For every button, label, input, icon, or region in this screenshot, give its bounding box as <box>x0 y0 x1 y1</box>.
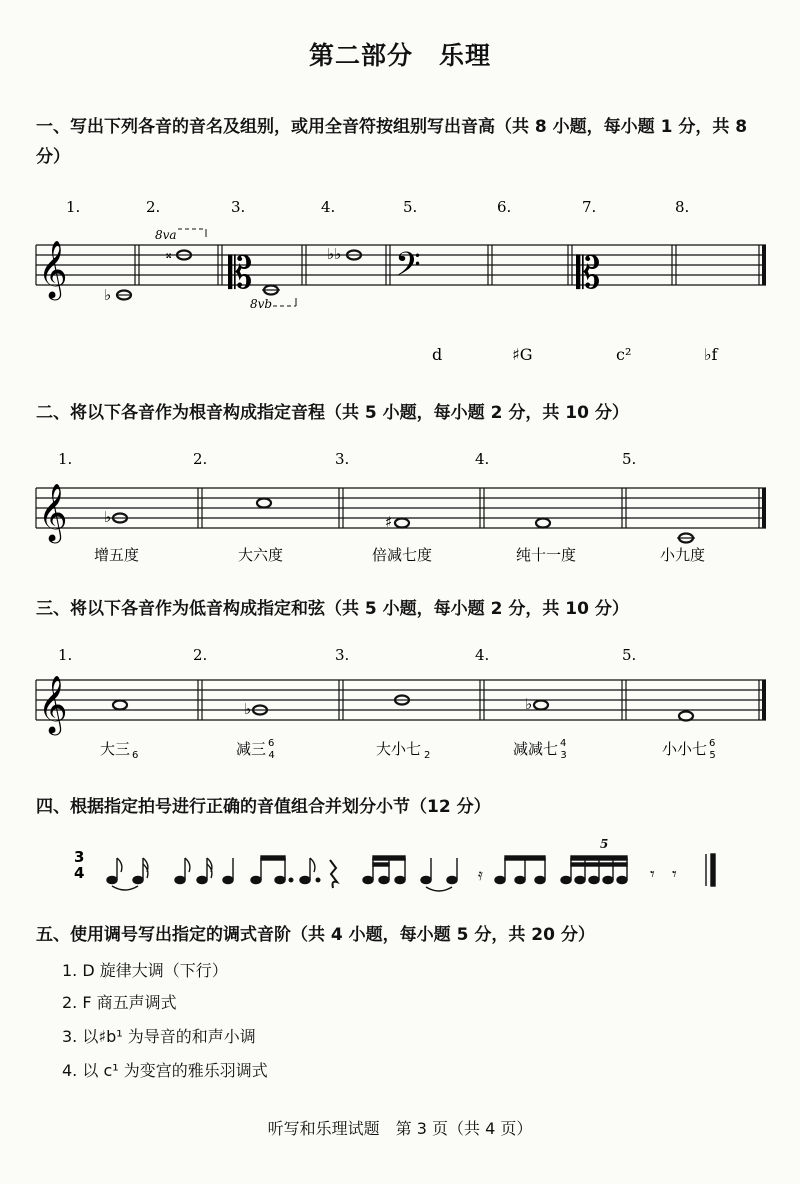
bass-clef-icon: 𝄢 <box>395 246 421 292</box>
svg-text:𝄿: 𝄿 <box>478 865 483 884</box>
page-footer: 听写和乐理试题 第 3 页（共 4 页） <box>267 1119 533 1138</box>
svg-text:♯: ♯ <box>385 513 393 531</box>
q3-label-2: 减三 $^6$ 4 <box>236 738 275 761</box>
q1-number-4: 4. <box>321 198 336 216</box>
svg-text:♭: ♭ <box>525 695 533 713</box>
q1-number-8: 8. <box>675 198 690 216</box>
q4-rhythm <box>0 830 800 910</box>
q2-note-2 <box>257 499 271 508</box>
svg-text:♭: ♭ <box>244 700 252 718</box>
q1-number-2: 2. <box>146 198 161 216</box>
q2-label-2: 大六度 <box>238 546 284 564</box>
q3-label-1: 大三 $_6$ <box>100 740 139 761</box>
q2-label-3: 倍减七度 <box>372 546 433 564</box>
q1-note-3 <box>250 286 296 312</box>
q3-note-5 <box>679 712 693 721</box>
alto-clef-icon: 𝄡 <box>228 248 253 299</box>
q1-number-1: 1. <box>66 198 81 216</box>
q3-number-4: 4. <box>475 646 490 664</box>
q1-note-1 <box>104 286 132 304</box>
q1-answers <box>0 338 800 368</box>
time-signature <box>74 848 84 882</box>
q2-label-4: 纯十一度 <box>516 546 577 564</box>
q3-staff <box>0 636 800 786</box>
treble-clef-icon: 𝄞 <box>38 483 68 541</box>
q1-number-6: 6. <box>497 198 512 216</box>
q5-item-2: 2. F 商五声调式 <box>62 993 177 1012</box>
svg-text:♭: ♭ <box>104 508 112 526</box>
q1-prompt-line2: 分） <box>36 147 70 167</box>
q1-note-4 <box>327 245 361 263</box>
q5-item-3: 3. 以♯b¹ 为导音的和声小调 <box>62 1027 256 1046</box>
svg-text:4: 4 <box>74 864 85 882</box>
q2-note-1 <box>104 508 127 526</box>
q1-staff <box>0 0 800 340</box>
treble-clef-icon: 𝄞 <box>38 675 68 733</box>
page-title: 第二部分 乐理 <box>308 41 491 70</box>
q2-prompt: 二、将以下各音作为根音构成指定音程（共 5 小题，每小题 2 分，共 10 分） <box>36 403 629 423</box>
q1-answer-5: d <box>432 345 443 364</box>
q3-number-1: 1. <box>58 646 73 664</box>
svg-text:♭♭: ♭♭ <box>327 245 342 263</box>
q2-number-3: 3. <box>335 450 350 468</box>
q2-number-1: 1. <box>58 450 73 468</box>
q3-label-4: 减减七 $^4$ 3 <box>513 738 567 761</box>
q3-label-5: 小小七 $^6$ 5 <box>662 738 716 761</box>
q2-note-5 <box>677 534 695 543</box>
q2-number-5: 5. <box>622 450 637 468</box>
treble-clef-icon: 𝄞 <box>38 240 68 298</box>
q5-prompt: 五、使用调号写出指定的调式音阶（共 4 小题，每小题 5 分，共 20 分） <box>36 925 595 945</box>
q3-number-3: 3. <box>335 646 350 664</box>
q3-number-5: 5. <box>622 646 637 664</box>
q1-answer-6: ♯G <box>512 345 533 364</box>
q2-number-2: 2. <box>193 450 208 468</box>
q2-staff <box>0 440 800 580</box>
q3-prompt: 三、将以下各音作为低音构成指定和弦（共 5 小题，每小题 2 分，共 10 分） <box>36 599 629 619</box>
q2-number-4: 4. <box>475 450 490 468</box>
svg-text:3: 3 <box>74 848 85 866</box>
svg-text:8va: 8va <box>155 228 177 242</box>
svg-text:𝄾: 𝄾 <box>672 864 677 885</box>
q5-item-1: 1. D 旋律大调（下行） <box>62 961 228 980</box>
q1-number-7: 7. <box>582 198 597 216</box>
q4-prompt: 四、根据指定拍号进行正确的音值组合并划分小节（12 分） <box>36 797 491 817</box>
svg-text:𝄾: 𝄾 <box>650 864 655 885</box>
q2-label-5: 小九度 <box>660 546 706 564</box>
q3-label-3: 大小七 $_2$ <box>376 740 431 761</box>
tuplet-number: 5 <box>600 837 609 851</box>
q2-note-4 <box>536 519 550 528</box>
q3-note-2 <box>244 700 267 718</box>
q1-answer-7: c² <box>616 345 632 364</box>
svg-text:𝄪: 𝄪 <box>166 247 172 261</box>
q3-note-1 <box>113 701 127 710</box>
svg-text:8vb: 8vb <box>250 297 273 311</box>
tenor-clef-icon: 𝄡 <box>576 248 601 299</box>
q1-number-3: 3. <box>231 198 246 216</box>
q3-number-2: 2. <box>193 646 208 664</box>
q5-item-4: 4. 以 c¹ 为变宫的雅乐羽调式 <box>62 1061 268 1080</box>
q2-label-1: 增五度 <box>94 546 140 564</box>
q1-answer-8: ♭f <box>704 345 718 364</box>
q1-number-5: 5. <box>403 198 418 216</box>
q1-prompt-line1: 一、写出下列各音的音名及组别，或用全音符按组别写出音高（共 8 小题，每小题 1 分，共 8 <box>36 117 748 137</box>
svg-text:♭: ♭ <box>104 286 112 304</box>
